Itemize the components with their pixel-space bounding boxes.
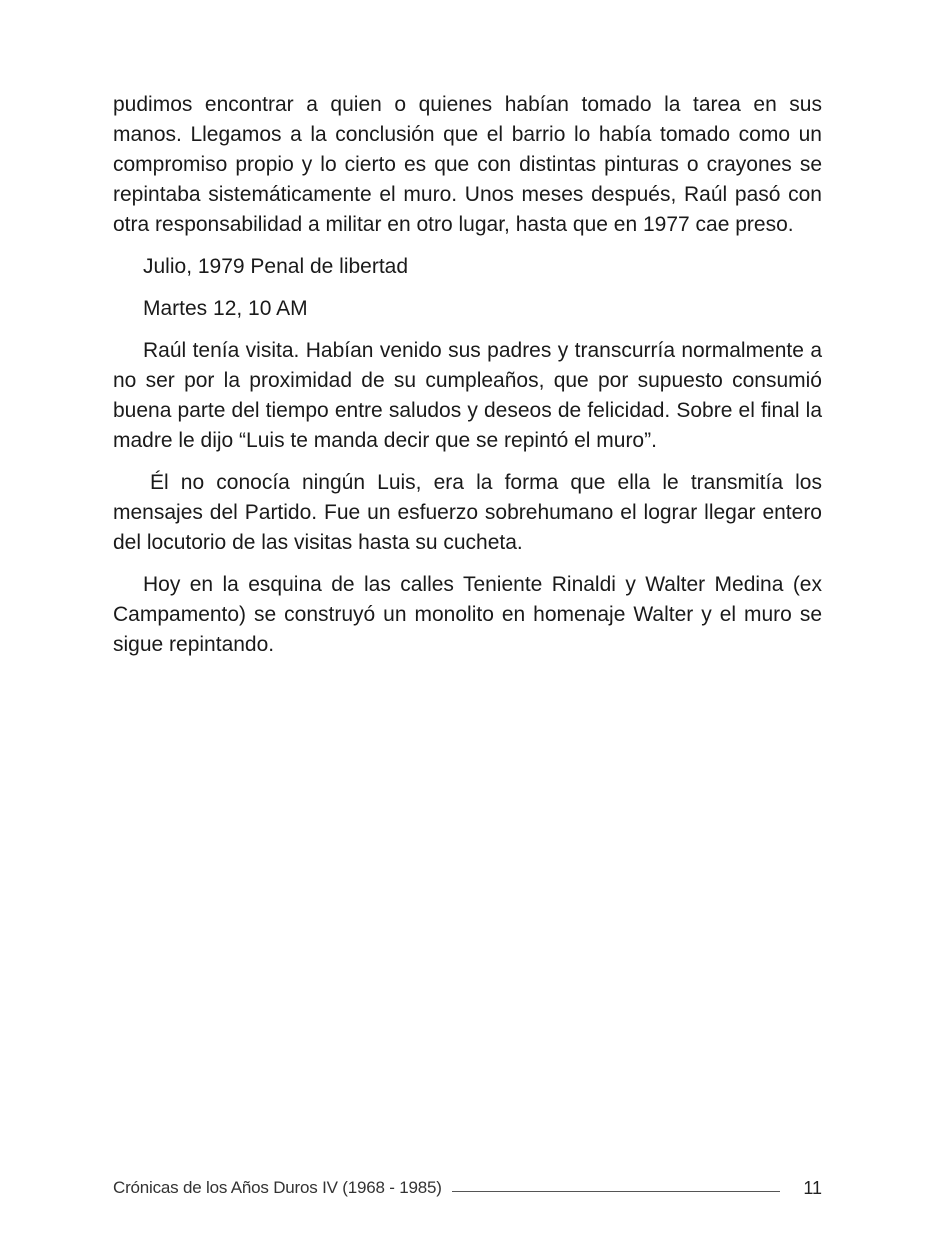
paragraph-continuation: pudimos encontrar a quien o quienes habían tomado la tarea en sus manos. Llegamos a la conclusión que el barrio lo había tomado como un compromiso propio y lo cierto es que con distintas pinturas o crayones se repintaba sistemáticamente el muro. Unos meses después, Raúl pasó con otra responsabilidad a militar en otro lugar, hasta que en 1977 cae preso. <box>113 93 822 236</box>
footer-divider <box>452 1191 780 1192</box>
page-footer <box>113 1176 822 1200</box>
paragraph-time-heading: Martes 12, 10 AM <box>143 297 308 320</box>
page-number: 11 <box>803 1177 822 1198</box>
paragraph-monolith: Hoy en la esquina de las calles Teniente Rinaldi y Walter Medina (ex Campamento) se construyó un monolito en homenaje Walter y el muro se sigue repintando. <box>113 573 822 656</box>
paragraph-luis: Él no conocía ningún Luis, era la forma que ella le transmitía los mensajes del Partido. Fue un esfuerzo sobrehumano el lograr llegar entero del locutorio de las visitas hasta su cucheta. <box>113 471 822 554</box>
body-text <box>113 90 822 672</box>
paragraph-visit: Raúl tenía visita. Habían venido sus padres y transcurría normalmente a no ser por la proximidad de su cumpleaños, que por supuesto consumió buena parte del tiempo entre saludos y deseos de felicidad. Sobre el final la madre le dijo “Luis te manda decir que se repintó el muro”. <box>113 339 822 452</box>
footer-book-title: Crónicas de los Años Duros IV (1968 - 1985) <box>113 1178 442 1197</box>
paragraph-date-heading: Julio, 1979 Penal de libertad <box>143 255 409 278</box>
